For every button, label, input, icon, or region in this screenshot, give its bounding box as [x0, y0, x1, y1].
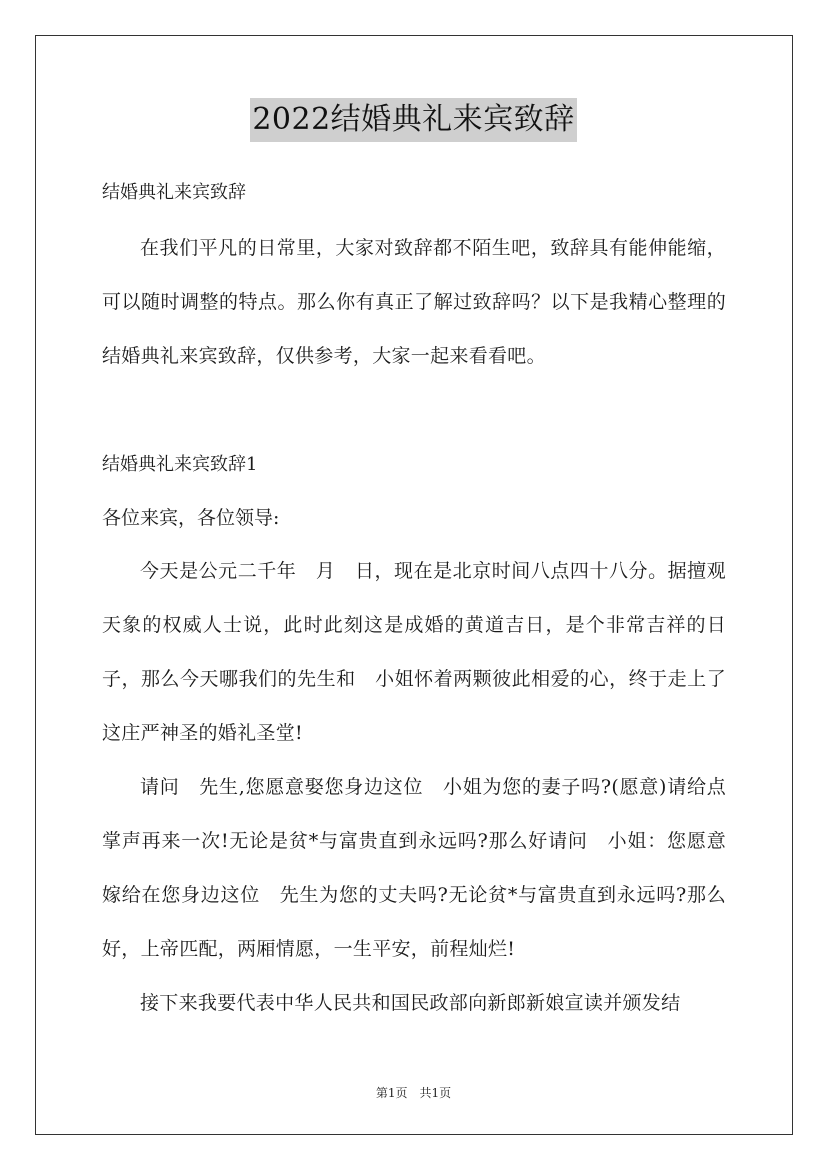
document-title: 2022结婚典礼来宾致辞 [250, 98, 576, 142]
subtitle: 结婚典礼来宾致辞 [102, 182, 246, 203]
paragraph-3: 接下来我要代表中华人民共和国民政部向新郎新娘宣读并颁发结 [140, 992, 681, 1014]
intro-paragraph: 在我们平凡的日常里，大家对致辞都不陌生吧，致辞具有能伸能缩，可以随时调整的特点。那么你有真正了解过致辞吗？以下是我精心整理的结婚典礼来宾致辞，仅供参考，大家一起来看看吧。 [102, 237, 726, 367]
section-title-1: 结婚典礼来宾致辞1 [102, 454, 258, 475]
paragraph-2: 请问 先生,您愿意娶您身边这位 小姐为您的妻子吗?(愿意)请给点掌声再来一次!无论是贫*与富贵直到永远吗?那么好请问 小姐：您愿意嫁给在您身边这位 先生为您的丈夫吗?无论贫*与富贵直到永远吗?那么好，上帝匹配，两厢情愿，一生平安，前程灿烂! [102, 776, 726, 960]
page-footer: 第1页 共1页 [375, 1086, 452, 1100]
title-wrap [0, 98, 827, 142]
paragraph-1: 今天是公元二千年 月 日，现在是北京时间八点四十八分。据擅观天象的权威人士说，此时此刻这是成婚的黄道吉日，是个非常吉祥的日子，那么今天哪我们的先生和 小姐怀着两颗彼此相爱的心，终于走上了这庄严神圣的婚礼圣堂! [102, 560, 726, 744]
greeting-line: 各位来宾，各位领导: [102, 507, 280, 529]
